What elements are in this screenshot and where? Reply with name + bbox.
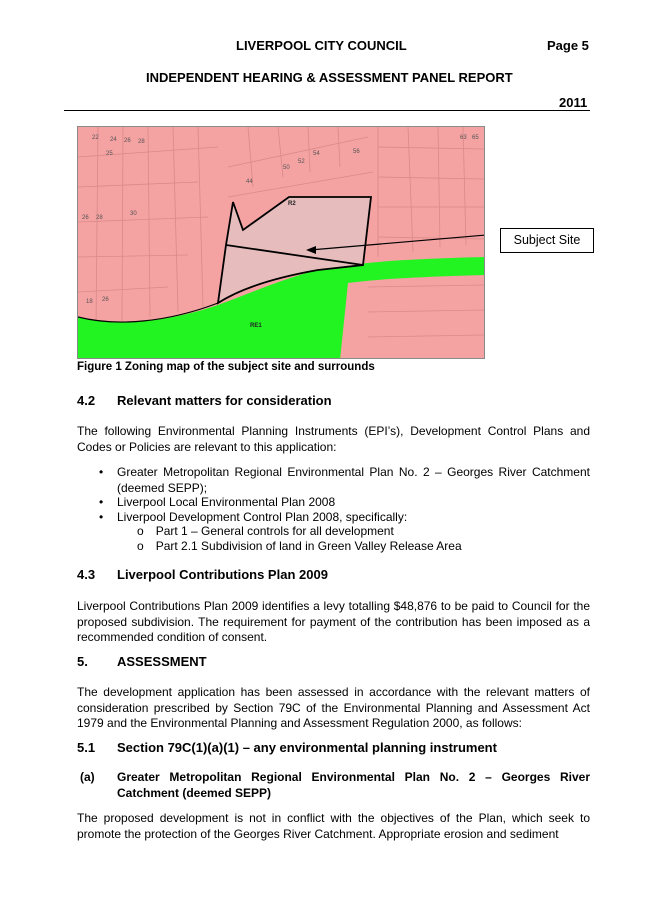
report-title: INDEPENDENT HEARING & ASSESSMENT PANEL REPORT	[146, 70, 513, 85]
zoning-map-graphic	[78, 127, 485, 359]
lot-label: 26	[102, 297, 109, 303]
council-name: LIVERPOOL CITY COUNCIL	[236, 38, 407, 53]
subsection-a-text: The proposed development is not in conflict with the objectives of the Plan, which seek to promote the protection of the Georges River Catchment. Appropriate erosion and sediment	[77, 811, 590, 841]
bullet-dot: •	[99, 510, 104, 524]
lot-label: 56	[353, 149, 360, 155]
lot-label: 25	[106, 151, 113, 157]
bullet-dot: •	[99, 465, 104, 479]
section-number: 4.3	[77, 567, 96, 582]
section-title: Relevant matters for consideration	[117, 393, 332, 408]
section-title: Liverpool Contributions Plan 2009	[117, 567, 328, 582]
section-number: 5.	[77, 654, 88, 669]
section-number: 4.2	[77, 393, 96, 408]
section-4-3-heading	[77, 567, 328, 582]
zone-label-re1: RE1	[250, 323, 262, 329]
section-4-2-heading	[77, 393, 332, 408]
bullet-item	[99, 495, 590, 511]
lot-label: 44	[246, 179, 253, 185]
sub-bullet-marker: o	[137, 539, 144, 553]
report-year: 2011	[559, 95, 588, 110]
bullet-text: Liverpool Local Environmental Plan 2008	[117, 495, 336, 509]
lot-label: 28	[138, 139, 145, 145]
bullet-text: Liverpool Development Control Plan 2008, specifically:	[117, 510, 408, 524]
sub-bullet-text: Part 1 – General controls for all development	[155, 524, 394, 538]
lot-label: 26	[124, 138, 131, 144]
lot-label: 18	[86, 299, 93, 305]
sub-bullet-item	[137, 524, 394, 540]
subsection-a-title: Greater Metropolitan Regional Environmental Plan No. 2 – Georges River Catchment (deemed SEPP)	[117, 770, 590, 800]
lot-label: 50	[283, 165, 290, 171]
section-title: ASSESSMENT	[117, 654, 207, 669]
subject-site-callout: Subject Site	[500, 228, 594, 253]
subsection-a-number: (a)	[80, 770, 95, 784]
lot-label: 22	[92, 135, 99, 141]
lot-label: 63	[460, 135, 467, 141]
lot-label: 26	[82, 215, 89, 221]
sub-bullet-marker: o	[137, 524, 144, 538]
lot-label: 30	[130, 211, 137, 217]
lot-label: 24	[110, 137, 117, 143]
section-title: Section 79C(1)(a)(1) – any environmental planning instrument	[117, 740, 497, 755]
zoning-map	[77, 126, 485, 359]
lot-label: 28	[96, 215, 103, 221]
section-4-3-text: Liverpool Contributions Plan 2009 identifies a levy totalling $48,876 to be paid to Council for the proposed subdivision. The requirement for payment of the contribution has been imposed as a recommended condition of consent.	[77, 599, 590, 644]
section-5-heading	[77, 654, 207, 669]
section-5-text: The development application has been assessed in accordance with the relevant matters of consideration prescribed by Section 79C of the Environmental Planning and Assessment Act 1979 and the Environmental Planning and Assessment Regulation 2000, as follows:	[77, 685, 590, 730]
section-5-1-heading	[77, 740, 497, 755]
section-4-2-intro: The following Environmental Planning Instruments (EPI’s), Development Control Plans and Codes or Policies are relevant to this application:	[77, 424, 590, 454]
lot-label: 65	[472, 135, 479, 141]
bullet-dot: •	[99, 495, 104, 509]
zone-label-r2: R2	[288, 201, 296, 207]
sub-bullet-text: Part 2.1 Subdivision of land in Green Valley Release Area	[155, 539, 462, 553]
bullet-text: Greater Metropolitan Regional Environmental Plan No. 2 – Georges River Catchment (deemed SEPP);	[117, 465, 590, 495]
lot-label: 54	[313, 151, 320, 157]
figure-caption: Figure 1 Zoning map of the subject site and surrounds	[77, 361, 375, 373]
sub-bullet-item	[137, 539, 462, 555]
page-number: Page 5	[547, 38, 589, 53]
section-number: 5.1	[77, 740, 96, 755]
bullet-item	[99, 465, 590, 496]
lot-label: 52	[298, 159, 305, 165]
header-rule	[64, 110, 590, 111]
